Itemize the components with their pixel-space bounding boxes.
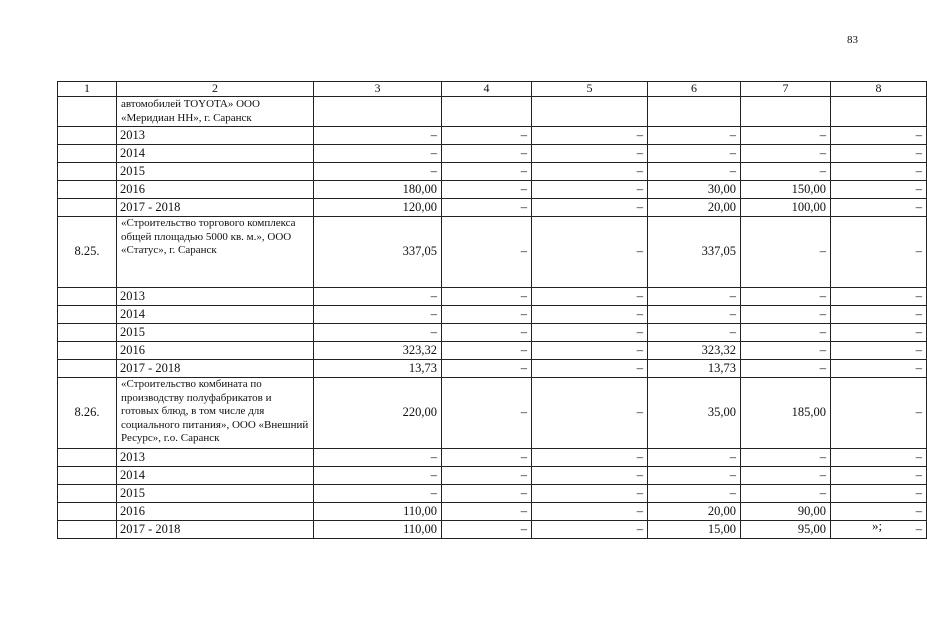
item-number-cell <box>58 145 117 163</box>
col4-cell: – <box>442 199 532 217</box>
col4-cell: – <box>442 324 532 342</box>
item-number-cell <box>58 485 117 503</box>
item-number-cell <box>58 342 117 360</box>
page-number: 83 <box>847 34 858 46</box>
col5-cell: – <box>532 163 648 181</box>
col4-cell: – <box>442 360 532 378</box>
col7-cell: – <box>741 306 831 324</box>
col7-cell: 185,00 <box>741 378 831 449</box>
col7-cell: – <box>741 360 831 378</box>
col8-cell: – <box>831 181 927 199</box>
item-number-cell <box>58 163 117 181</box>
year-row <box>58 288 927 306</box>
year-row <box>58 467 927 485</box>
description-cell: «Строительство комбината по производству полуфабрикатов и готовых блюд, в том числе для социального питания», ООО «Внешний Ресурс», г.о. Саранск <box>117 378 314 449</box>
col5-cell: – <box>532 127 648 145</box>
col8-cell: – <box>831 521 927 539</box>
col4-cell: – <box>442 521 532 539</box>
budget-table <box>57 81 927 539</box>
description-cell: 2013 <box>117 127 314 145</box>
col8-cell: – <box>831 288 927 306</box>
col5-cell: – <box>532 342 648 360</box>
col6-cell: – <box>648 288 741 306</box>
col8-cell: – <box>831 378 927 449</box>
column-header: 8 <box>831 82 927 97</box>
col4-cell: – <box>442 467 532 485</box>
table-body <box>58 97 927 539</box>
total-cell: – <box>314 324 442 342</box>
col7-cell: – <box>741 449 831 467</box>
total-cell: – <box>314 467 442 485</box>
col6-cell: – <box>648 485 741 503</box>
col6-cell: – <box>648 306 741 324</box>
col5-cell: – <box>532 378 648 449</box>
col5-cell: – <box>532 324 648 342</box>
total-cell: – <box>314 288 442 306</box>
col7-cell: – <box>741 145 831 163</box>
col6-cell: 323,32 <box>648 342 741 360</box>
col6-cell: 15,00 <box>648 521 741 539</box>
col7-cell: – <box>741 217 831 288</box>
project-continuation-row <box>58 97 927 127</box>
col7-cell: – <box>741 467 831 485</box>
col5-cell <box>532 97 648 127</box>
column-header: 6 <box>648 82 741 97</box>
col5-cell: – <box>532 485 648 503</box>
col7-cell: – <box>741 485 831 503</box>
col8-cell: – <box>831 324 927 342</box>
total-cell: 110,00 <box>314 521 442 539</box>
col5-cell: – <box>532 503 648 521</box>
col7-cell: 100,00 <box>741 199 831 217</box>
description-cell: «Строительство торгового комплекса общей площадью 5000 кв. м.», ООО «Статус», г. Саранск <box>117 217 314 288</box>
item-number-cell <box>58 199 117 217</box>
description-cell: 2015 <box>117 163 314 181</box>
item-number-cell <box>58 324 117 342</box>
col6-cell: 30,00 <box>648 181 741 199</box>
item-number-cell <box>58 97 117 127</box>
total-cell: 323,32 <box>314 342 442 360</box>
col4-cell <box>442 97 532 127</box>
col8-cell <box>831 97 927 127</box>
col4-cell: – <box>442 288 532 306</box>
col6-cell: 20,00 <box>648 199 741 217</box>
item-number-cell <box>58 449 117 467</box>
column-header: 7 <box>741 82 831 97</box>
col4-cell: – <box>442 503 532 521</box>
total-cell <box>314 97 442 127</box>
total-cell: 120,00 <box>314 199 442 217</box>
col4-cell: – <box>442 127 532 145</box>
total-cell: – <box>314 306 442 324</box>
col6-cell: 13,73 <box>648 360 741 378</box>
col4-cell: – <box>442 378 532 449</box>
description-cell: 2015 <box>117 324 314 342</box>
col4-cell: – <box>442 342 532 360</box>
year-row <box>58 306 927 324</box>
col4-cell: – <box>442 145 532 163</box>
col8-cell: – <box>831 145 927 163</box>
col6-cell: – <box>648 145 741 163</box>
col6-cell: 337,05 <box>648 217 741 288</box>
column-number-row <box>58 82 927 97</box>
year-row <box>58 199 927 217</box>
year-row <box>58 449 927 467</box>
total-cell: 13,73 <box>314 360 442 378</box>
column-header: 1 <box>58 82 117 97</box>
year-row <box>58 324 927 342</box>
total-cell: 220,00 <box>314 378 442 449</box>
col6-cell: 20,00 <box>648 503 741 521</box>
col6-cell: – <box>648 467 741 485</box>
total-cell: – <box>314 127 442 145</box>
col5-cell: – <box>532 467 648 485</box>
project-row <box>58 217 927 288</box>
project-row <box>58 378 927 449</box>
total-cell: – <box>314 449 442 467</box>
item-number-cell <box>58 467 117 485</box>
col5-cell: – <box>532 217 648 288</box>
column-header: 5 <box>532 82 648 97</box>
col7-cell: – <box>741 324 831 342</box>
col6-cell: 35,00 <box>648 378 741 449</box>
item-number-cell <box>58 181 117 199</box>
col8-cell: – <box>831 127 927 145</box>
description-cell: 2014 <box>117 467 314 485</box>
col8-cell: – <box>831 503 927 521</box>
col8-cell: – <box>831 342 927 360</box>
description-cell: 2016 <box>117 342 314 360</box>
col6-cell: – <box>648 127 741 145</box>
col7-cell: – <box>741 342 831 360</box>
col5-cell: – <box>532 145 648 163</box>
description-cell: 2013 <box>117 449 314 467</box>
col7-cell <box>741 97 831 127</box>
total-cell: – <box>314 145 442 163</box>
column-header: 4 <box>442 82 532 97</box>
description-cell: 2014 <box>117 145 314 163</box>
col7-cell: – <box>741 288 831 306</box>
col8-cell: – <box>831 306 927 324</box>
description-cell: 2013 <box>117 288 314 306</box>
item-number-cell <box>58 306 117 324</box>
col5-cell: – <box>532 360 648 378</box>
col8-cell: – <box>831 163 927 181</box>
description-cell: 2017 - 2018 <box>117 360 314 378</box>
col8-cell: – <box>831 485 927 503</box>
col5-cell: – <box>532 181 648 199</box>
year-row <box>58 127 927 145</box>
item-number-cell <box>58 127 117 145</box>
col7-cell: 150,00 <box>741 181 831 199</box>
total-cell: – <box>314 485 442 503</box>
year-row <box>58 503 927 521</box>
col4-cell: – <box>442 181 532 199</box>
year-row <box>58 521 927 539</box>
column-header: 2 <box>117 82 314 97</box>
col7-cell: 95,00 <box>741 521 831 539</box>
col5-cell: – <box>532 449 648 467</box>
year-row <box>58 485 927 503</box>
description-cell: 2015 <box>117 485 314 503</box>
col7-cell: – <box>741 163 831 181</box>
year-row <box>58 163 927 181</box>
col5-cell: – <box>532 288 648 306</box>
col7-cell: 90,00 <box>741 503 831 521</box>
total-cell: 337,05 <box>314 217 442 288</box>
total-cell: 110,00 <box>314 503 442 521</box>
col5-cell: – <box>532 199 648 217</box>
total-cell: 180,00 <box>314 181 442 199</box>
description-cell: 2017 - 2018 <box>117 199 314 217</box>
col4-cell: – <box>442 449 532 467</box>
col6-cell: – <box>648 163 741 181</box>
item-number-cell: 8.26. <box>58 378 117 449</box>
col8-cell: – <box>831 449 927 467</box>
col4-cell: – <box>442 217 532 288</box>
year-row <box>58 145 927 163</box>
col4-cell: – <box>442 485 532 503</box>
col7-cell: – <box>741 127 831 145</box>
col4-cell: – <box>442 163 532 181</box>
total-cell: – <box>314 163 442 181</box>
item-number-cell: 8.25. <box>58 217 117 288</box>
description-cell: 2014 <box>117 306 314 324</box>
col4-cell: – <box>442 306 532 324</box>
description-cell: 2016 <box>117 503 314 521</box>
description-cell: автомобилей TOYOTA» ООО «Меридиан НН», г. Саранск <box>117 97 314 127</box>
item-number-cell <box>58 360 117 378</box>
column-header: 3 <box>314 82 442 97</box>
year-row <box>58 181 927 199</box>
description-cell: 2016 <box>117 181 314 199</box>
col6-cell <box>648 97 741 127</box>
col5-cell: – <box>532 306 648 324</box>
col6-cell: – <box>648 324 741 342</box>
closing-quote-mark: »; <box>872 518 883 533</box>
year-row <box>58 360 927 378</box>
item-number-cell <box>58 288 117 306</box>
col8-cell: – <box>831 360 927 378</box>
col8-cell: – <box>831 467 927 485</box>
year-row <box>58 342 927 360</box>
col6-cell: – <box>648 449 741 467</box>
col5-cell: – <box>532 521 648 539</box>
col8-cell: – <box>831 217 927 288</box>
description-cell: 2017 - 2018 <box>117 521 314 539</box>
col8-cell: – <box>831 199 927 217</box>
item-number-cell <box>58 521 117 539</box>
item-number-cell <box>58 503 117 521</box>
